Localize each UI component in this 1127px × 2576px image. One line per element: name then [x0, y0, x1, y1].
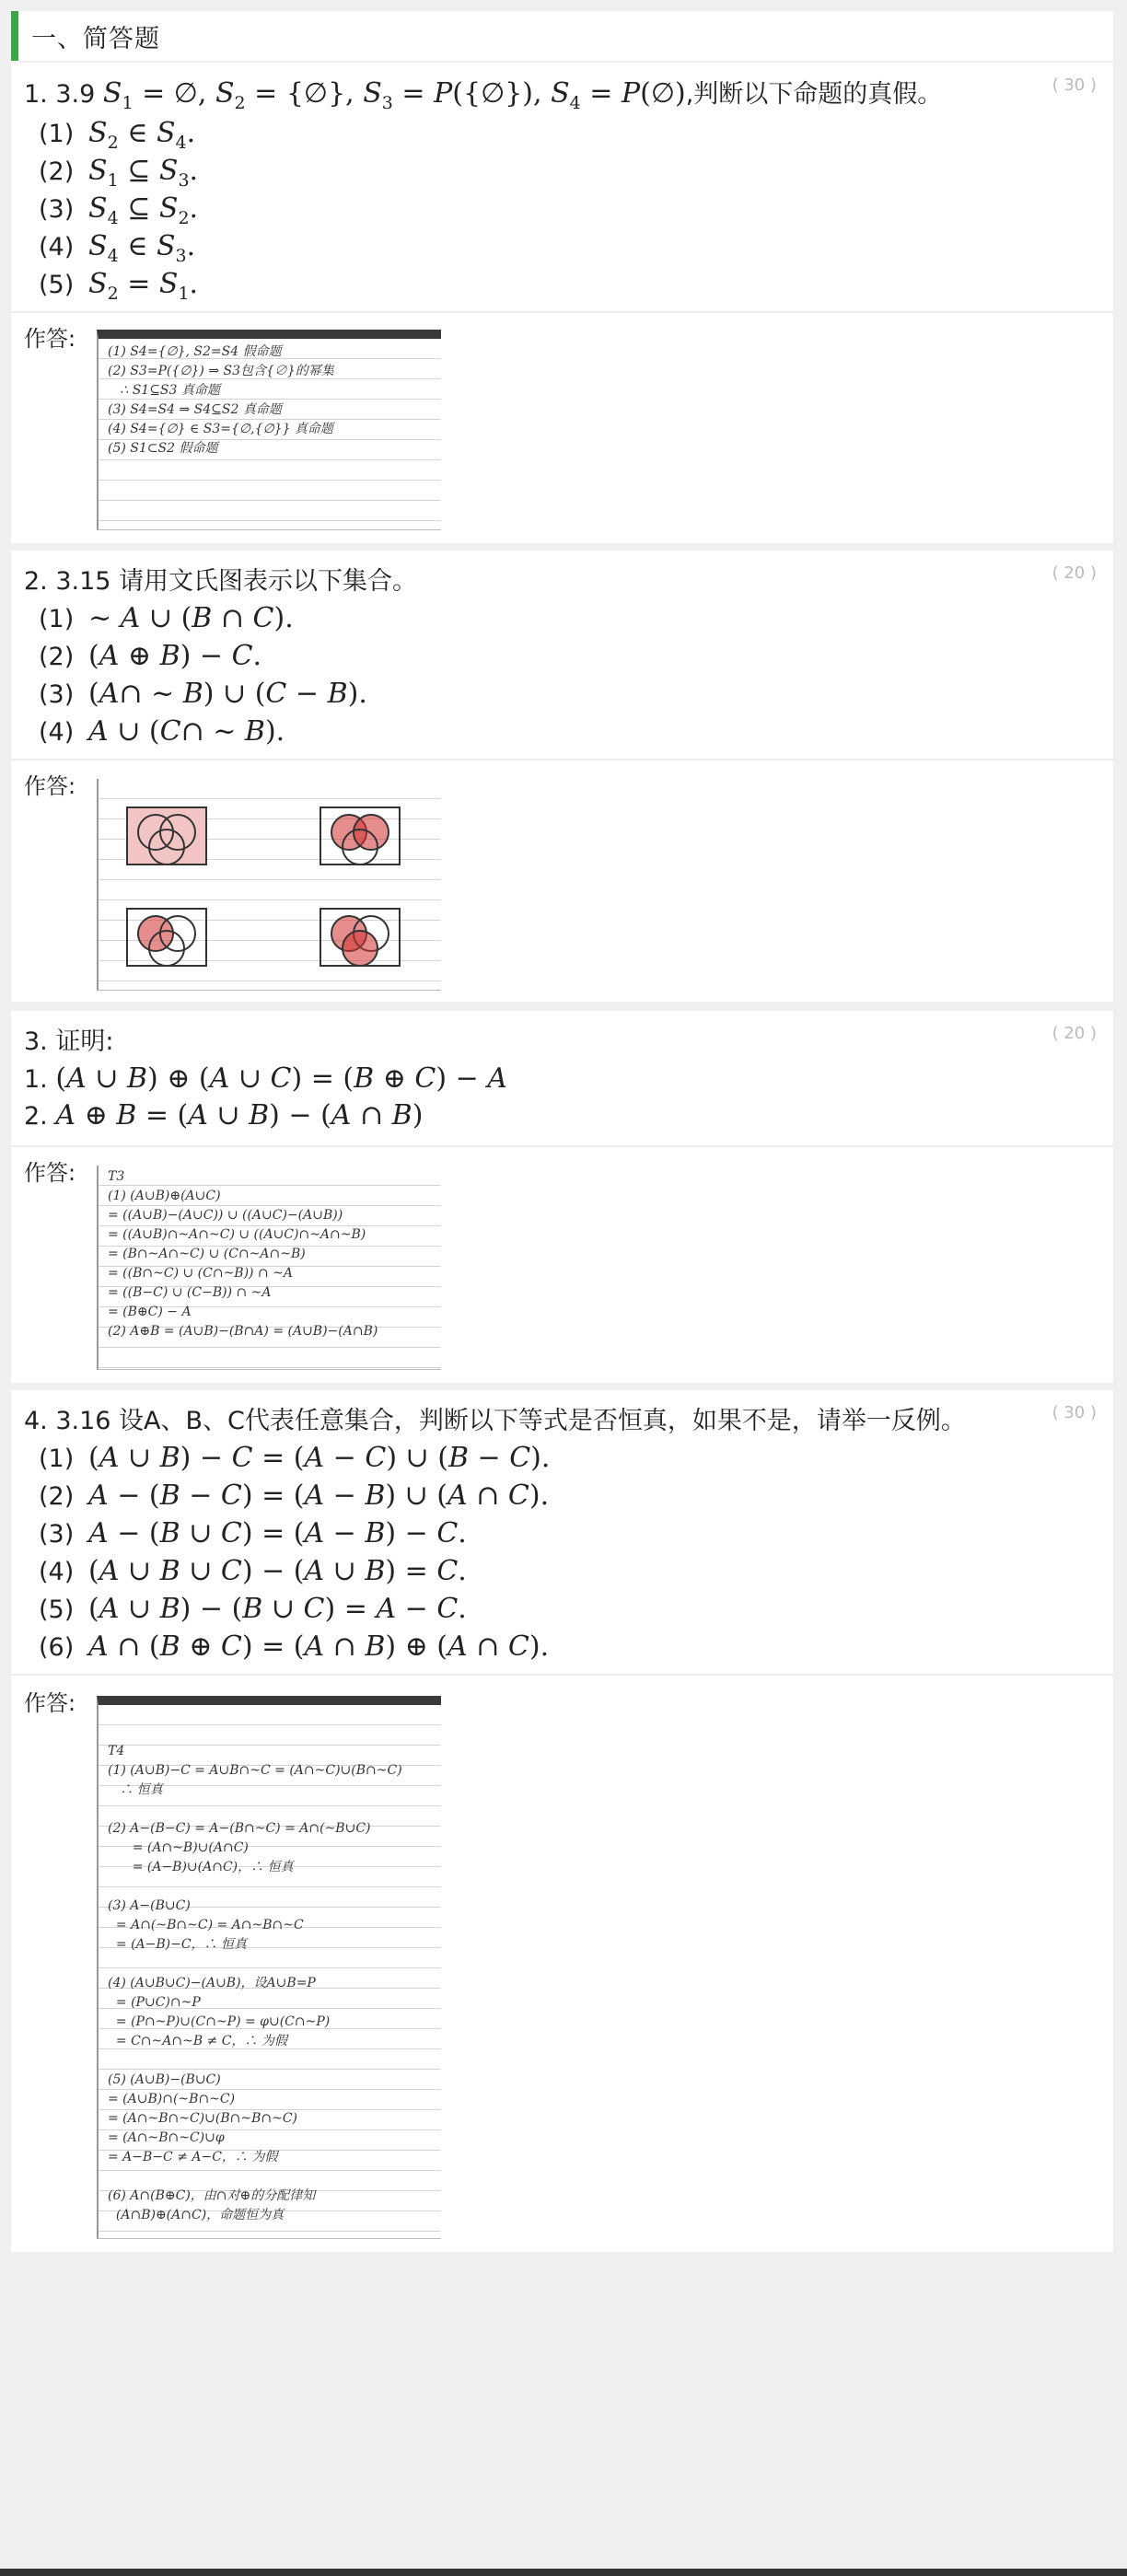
question-item — [39, 1591, 467, 1629]
question-card-2 — [11, 551, 1113, 1002]
question-stem — [24, 1024, 113, 1061]
item-label: (3) — [39, 1520, 75, 1549]
question-item — [39, 714, 285, 751]
answer-image[interactable] — [97, 1696, 441, 2239]
item-formula: $S_2 = S_1$. — [88, 268, 199, 304]
question-score: ( 30 ) — [1051, 1403, 1097, 1422]
question-item — [39, 1629, 549, 1666]
item-formula: $S_4$ ∈ $S_3$. — [88, 230, 196, 266]
answer-image[interactable] — [97, 330, 441, 530]
question-card-3 — [11, 1011, 1113, 1383]
handwriting: T4 (1) (A∪B)−C = A∪B∩~C = (A∩~C)∪(B∩~C) ∴ 恒真 (2) A−(B−C) = A−(B∩~C) = A∩(~B∪C) = (A∩~B)∪(A∩C) = (A−B)∪(A∩C)，∴ 恒真 (3) A−(B∪C) = A∩(~B∩~C) = A∩~B∩~C = (A−B)−C，∴ 恒真 (4) (A∪B∪C)−(A∪B)，设A∪B=P = (P∪C)∩~P = (P∩~P)∪(C∩~P) = φ∪(C∩~P) = C∩~A∩~B ≠ C，∴ 为假 (5) (A∪B)−(B∪C) = (A∪B)∩(~B∩~C) = (A∩~B∩~C)∪(B∩~B∩~C) = (A∩~B∩~C)∪φ = A−B−C ≠ A−C，∴ 为假 (6) A∩(B⊕C)，由∩对⊕的分配律知 (A∩B)⊕(A∩C)，命题恒为真 — [108, 1744, 402, 2222]
item-formula: (A ⊕ B) − C. — [88, 640, 262, 672]
item-formula: A − (B ∪ C) = (A − B) − C. — [88, 1517, 467, 1549]
question-item — [39, 600, 294, 638]
item-formula: (A ∪ B) − C = (A − C) ∪ (B − C). — [88, 1442, 551, 1474]
venn-circle — [342, 930, 378, 967]
handwriting: T3 (1) (A∪B)⊕(A∪C) = ((A∪B)−(A∪C)) ∪ ((A∪C)−(A∪B)) = ((A∪B)∩~A∩~C) ∪ ((A∪C)∩~A∩~B) = (B∩~A∩~C) ∪ (C∩~A∩~B) = ((B∩~C) ∪ (C∩~B)) ∩ ~A = ((B−C) ∪ (C−B)) ∩ ~A = (B⊕C) − A (2) A⊕B = (A∪B)−(B∩A) = (A∪B)−(A∩B) — [108, 1169, 378, 1339]
divider — [11, 1674, 1113, 1676]
answer-label: 作答: — [24, 773, 76, 799]
item-label: (4) — [39, 233, 75, 261]
item-label: (3) — [39, 195, 75, 224]
question-score: ( 20 ) — [1051, 563, 1097, 583]
answer-image[interactable] — [97, 1166, 441, 1370]
item-label: (6) — [39, 1633, 75, 1662]
question-stem-text: 请用文氏图表示以下集合。 — [119, 567, 418, 596]
item-formula: A − (B − C) = (A − B) ∪ (A ∩ C). — [88, 1479, 550, 1512]
item-label: 1. — [24, 1065, 48, 1094]
question-number: 1. 3.9 — [24, 80, 96, 109]
question-formula: $S_1$ = ∅, $S_2$ = {∅}, $S_3$ = P({∅}), $S_4$ = P(∅) — [102, 77, 686, 113]
item-formula: $S_4$ ⊆ $S_2$. — [88, 192, 199, 228]
item-formula: $S_1$ ⊆ $S_3$. — [88, 155, 199, 191]
item-label: (2) — [39, 1482, 75, 1511]
item-label: (4) — [39, 1558, 75, 1586]
item-label: (3) — [39, 680, 75, 709]
item-formula: $S_2$ ∈ $S_4$. — [88, 117, 196, 153]
item-label: (5) — [39, 271, 75, 299]
venn-circle — [148, 930, 185, 967]
item-formula: A ∩ (B ⊕ C) = (A ∩ B) ⊕ (A ∩ C). — [88, 1630, 550, 1663]
item-formula: (A ∪ B) ⊕ (A ∪ C) = (B ⊕ C) − A — [55, 1062, 507, 1095]
divider — [11, 1145, 1113, 1147]
question-number: 4. 3.16 设A、B、C代表任意集合，判断以下等式是否恒真，如果不是，请举一反例。 — [24, 1407, 966, 1435]
venn-circle — [342, 829, 378, 865]
item-label: (1) — [39, 605, 75, 633]
question-item — [39, 676, 367, 714]
question-item — [39, 1515, 467, 1553]
item-formula: (A ∪ B) − (B ∪ C) = A − C. — [88, 1593, 467, 1625]
question-item — [39, 638, 261, 676]
venn-diagram-1 — [126, 806, 207, 865]
question-score: ( 30 ) — [1051, 75, 1097, 95]
question-number: 2. 3.15 — [24, 567, 111, 596]
question-item — [39, 266, 198, 312]
item-formula: A ⊕ B = (A ∪ B) − (A ∩ B) — [55, 1099, 424, 1131]
item-formula: (A∩ ~ B) ∪ (C − B). — [88, 678, 367, 710]
item-label: (1) — [39, 1445, 75, 1473]
item-formula: (A ∪ B ∪ C) − (A ∪ B) = C. — [88, 1555, 467, 1587]
question-item — [39, 1440, 550, 1478]
handwriting: (1) S4={∅}, S2=S4 假命题 (2) S3=P({∅}) ⇒ S3包含{∅}的幂集 ∴ S1⊆S3 真命题 (3) S4=S4 ⇒ S4⊆S2 真命题 (4) S4={∅} ∈ S3={∅,{∅}} 真命题 (5) S1⊂S2 假命题 — [108, 344, 334, 456]
divider — [11, 311, 1113, 313]
question-number: 3. 证明: — [24, 1027, 114, 1056]
divider — [11, 759, 1113, 760]
item-label: (2) — [39, 157, 75, 186]
answer-image[interactable] — [97, 779, 441, 991]
answer-label: 作答: — [24, 1690, 76, 1716]
item-label: (5) — [39, 1595, 75, 1624]
question-score: ( 20 ) — [1051, 1024, 1097, 1043]
question-stem — [24, 1403, 966, 1440]
venn-diagram-4 — [320, 908, 401, 967]
question-item — [39, 1478, 549, 1515]
section-title: 一、简答题 — [31, 24, 160, 53]
question-item — [24, 1097, 423, 1135]
item-formula: ~ A ∪ (B ∩ C). — [88, 602, 294, 634]
answer-label: 作答: — [24, 326, 76, 352]
item-label: (2) — [39, 643, 75, 671]
answer-label: 作答: — [24, 1160, 76, 1186]
venn-diagram-2 — [320, 806, 401, 865]
venn-diagram-3 — [126, 908, 207, 967]
item-formula: A ∪ (C∩ ~ B). — [88, 715, 285, 748]
bottom-bar — [0, 2569, 1127, 2576]
question-stem-text: ,判断以下命题的真假。 — [685, 80, 943, 109]
venn-circle — [148, 829, 185, 865]
item-label: (4) — [39, 718, 75, 747]
item-label: 2. — [24, 1102, 48, 1131]
question-stem — [24, 563, 417, 600]
question-card-4 — [11, 1390, 1113, 2252]
question-card-1 — [11, 63, 1113, 543]
question-item — [24, 1061, 507, 1098]
question-item — [39, 1553, 467, 1591]
section-header — [11, 11, 1113, 61]
item-label: (1) — [39, 120, 75, 148]
